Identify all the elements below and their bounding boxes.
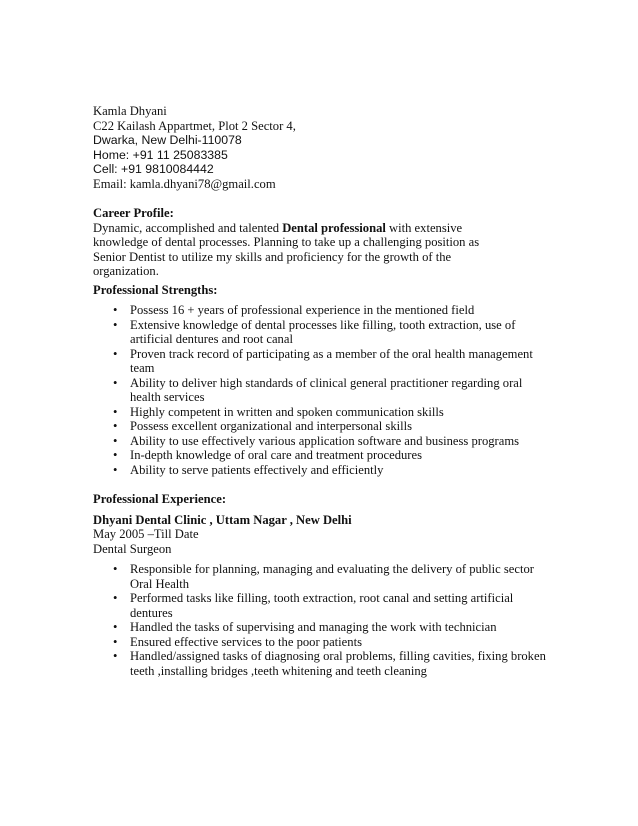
- bullet-icon: •: [113, 634, 118, 649]
- bullet-icon: •: [113, 375, 118, 390]
- contact-address-line-2: Dwarka, New Delhi-110078: [93, 133, 242, 147]
- bullet-icon: •: [113, 562, 118, 576]
- bullet-icon: •: [113, 419, 118, 433]
- contact-address-line-1: C22 Kailash Appartmet, Plot 2 Sector 4,: [93, 118, 296, 133]
- experience-item: • Responsible for planning, managing and evaluating the delivery of public sector Oral Health: [113, 562, 534, 591]
- contact-cell-phone: Cell: +91 9810084442: [93, 162, 214, 176]
- career-profile-section: [93, 206, 553, 279]
- bullet-icon: •: [113, 462, 118, 477]
- contact-block: [93, 104, 553, 191]
- strength-item: • Possess excellent organizational and interpersonal skills: [113, 419, 413, 433]
- strength-item: • In-depth knowledge of oral care and treatment procedures: [113, 448, 422, 462]
- career-profile-text: [93, 221, 513, 279]
- bullet-icon: •: [113, 433, 118, 448]
- career-profile-heading: Career Profile:: [93, 206, 174, 220]
- employer-name: Dhyani Dental Clinic , Uttam Nagar , New Delhi: [93, 512, 352, 527]
- career-profile-highlight: Dental professional: [282, 220, 386, 235]
- strength-item: • Highly competent in written and spoken communication skills: [113, 404, 444, 419]
- strengths-heading: Professional Strengths:: [93, 282, 218, 297]
- strength-item: • Proven track record of participating as a member of the oral health management team: [113, 346, 533, 375]
- strength-item: • Ability to deliver high standards of clinical general practitioner regarding oral health services: [113, 375, 523, 404]
- bullet-icon: •: [113, 303, 118, 317]
- bullet-icon: •: [113, 346, 118, 361]
- contact-email: Email: kamla.dhyani78@gmail.com: [93, 176, 276, 191]
- strength-item: • Possess 16 + years of professional experience in the mentioned field: [113, 303, 475, 317]
- strengths-list: [93, 303, 553, 477]
- contact-name: Kamla Dhyani: [93, 104, 167, 118]
- bullet-icon: •: [113, 591, 118, 605]
- bullet-icon: •: [113, 620, 118, 634]
- experience-item: • Handled/assigned tasks of diagnosing oral problems, filling cavities, fixing broken teeth ,installing bridges ,teeth whitening and teeth cleaning: [113, 649, 546, 678]
- experience-section: [93, 492, 553, 678]
- strength-item: • Ability to use effectively various application software and business programs: [113, 433, 520, 448]
- job-role: Dental Surgeon: [93, 541, 172, 556]
- bullet-icon: •: [113, 317, 118, 332]
- experience-heading: Professional Experience:: [93, 492, 227, 506]
- experience-item: • Handled the tasks of supervising and managing the work with technician: [113, 620, 497, 634]
- strength-item: • Ability to serve patients effectively and efficiently: [113, 462, 384, 477]
- resume-content: [93, 104, 553, 678]
- career-profile-text-start: Dynamic, accomplished and talented: [93, 220, 283, 235]
- strengths-section: [93, 283, 553, 478]
- strength-item: • Extensive knowledge of dental processes like filling, tooth extraction, use of artificial dentures and root canal: [113, 317, 516, 346]
- career-profile-text-end: with extensive knowledge of dental processes. Planning to take up a challenging position as Senior Dentist to utilize my skills and proficiency for the growth of the organization.: [93, 220, 480, 278]
- experience-list: [93, 562, 553, 678]
- bullet-icon: •: [113, 448, 118, 462]
- bullet-icon: •: [113, 649, 118, 663]
- experience-item: • Performed tasks like filling, tooth extraction, root canal and setting artificial dentures: [113, 591, 514, 620]
- experience-item: • Ensured effective services to the poor patients: [113, 634, 362, 649]
- employment-dates: May 2005 –Till Date: [93, 527, 199, 541]
- contact-home-phone: Home: +91 11 25083385: [93, 147, 228, 162]
- bullet-icon: •: [113, 404, 118, 419]
